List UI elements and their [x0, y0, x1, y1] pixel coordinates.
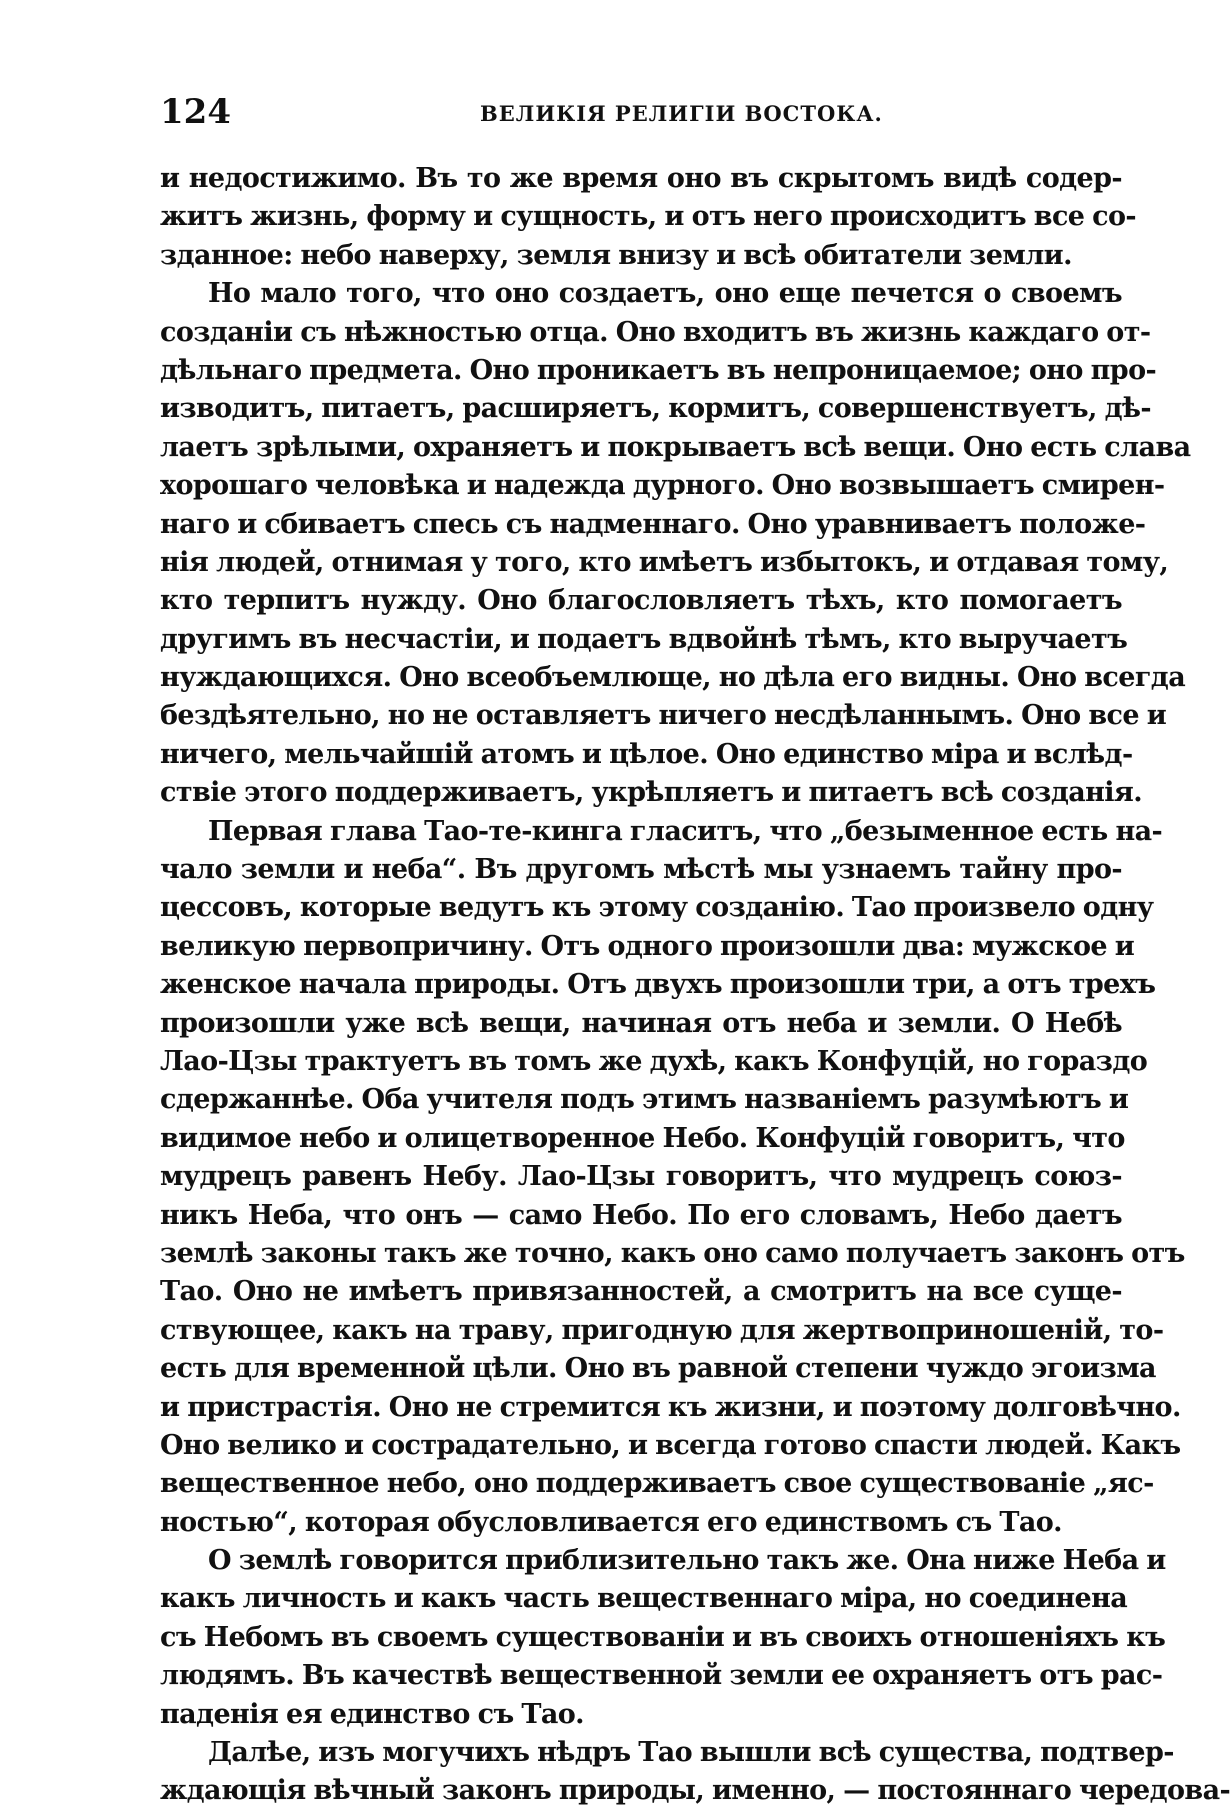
- text-line: ствующее, какъ на траву, пригодную для жертвоприношеній, то-: [160, 1314, 1164, 1346]
- paragraph-first-line: О землѣ говорится приблизительно такъ же. Она ниже Неба и: [208, 1545, 1166, 1577]
- text-line: созданіи съ нѣжностью отца. Оно входитъ въ жизнь каждаго от-: [160, 316, 1151, 348]
- paragraph-first-line: Но мало того, что оно создаетъ, оно еще печется о своемъ: [208, 278, 1122, 310]
- page-header: [160, 92, 1120, 132]
- text-line: хорошаго человѣка и надежда дурного. Оно возвышаетъ смирен-: [160, 470, 1165, 502]
- text-line: нія людей, отнимая у того, кто имѣетъ избытокъ, и отдавая тому,: [160, 546, 1169, 578]
- text-line: нуждающихся. Оно всеобъемлюще, но дѣла его видны. Оно всегда: [160, 662, 1186, 694]
- text-line: ностью“, которая обусловливается его единствомъ съ Тао.: [160, 1506, 1062, 1538]
- text-line: изводитъ, питаетъ, расширяетъ, кормитъ, совершенствуетъ, дѣ-: [160, 393, 1151, 425]
- text-line: кто терпитъ нужду. Оно благословляетъ тѣхъ, кто помогаетъ: [160, 585, 1122, 617]
- text-line: Лао-Цзы трактуетъ въ томъ же духѣ, какъ Конфуцій, но гораздо: [160, 1045, 1148, 1077]
- text-line: чало земли и неба“. Въ другомъ мѣстѣ мы узнаемъ тайну про-: [160, 854, 1122, 886]
- text-line: цессовъ, которые ведутъ къ этому созданію. Тао произвело одну: [160, 892, 1154, 924]
- text-line: ствіе этого поддерживаетъ, укрѣпляетъ и питаетъ всѣ созданія.: [160, 777, 1143, 809]
- text-line: другимъ въ несчастіи, и подаетъ вдвойнѣ тѣмъ, кто выручаетъ: [160, 623, 1128, 655]
- text-line: сдержаннѣе. Оба учителя подъ этимъ названіемъ разумѣютъ и: [160, 1084, 1129, 1116]
- text-line: лаетъ зрѣлыми, охраняетъ и покрываетъ всѣ вещи. Оно есть слава: [160, 431, 1191, 463]
- text-line: паденія ея единство съ Тао.: [160, 1698, 584, 1730]
- text-line: Оно велико и сострадательно, и всегда готово спасти людей. Какъ: [160, 1429, 1181, 1461]
- text-line: съ Небомъ въ своемъ существованіи и въ своихъ отношеніяхъ къ: [160, 1621, 1166, 1653]
- page-number: 124: [160, 92, 231, 132]
- text-line: какъ личность и какъ часть вещественнаго міра, но соединена: [160, 1583, 1128, 1615]
- text-line: произошли уже всѣ вещи, начиная отъ неба и земли. О Небѣ: [160, 1007, 1122, 1039]
- text-line: Тао. Оно не имѣетъ привязанностей, а смотритъ на все суще-: [160, 1276, 1122, 1308]
- paragraph-first-line: Далѣе, изъ могучихъ нѣдръ Тао вышли всѣ существа, подтвер-: [208, 1737, 1174, 1769]
- paragraph-first-line: Первая глава Тао-те-кинга гласитъ, что „безыменное есть на-: [208, 815, 1163, 847]
- text-line: есть для временной цѣли. Оно въ равной степени чуждо эгоизма: [160, 1353, 1156, 1385]
- text-line: и пристрастія. Оно не стремится къ жизни, и поэтому долговѣчно.: [160, 1391, 1181, 1423]
- text-line: мудрецъ равенъ Небу. Лао-Цзы говоритъ, что мудрецъ союз-: [160, 1161, 1122, 1193]
- text-line: и недостижимо. Въ то же время оно въ скрытомъ видѣ содер-: [160, 163, 1122, 194]
- text-line: бездѣятельно, но не оставляетъ ничего несдѣланнымъ. Оно все и: [160, 700, 1167, 732]
- text-line: ждающія вѣчный законъ природы, именно, — постояннаго чередова-: [160, 1775, 1230, 1807]
- text-line: землѣ законы такъ же точно, какъ оно само получаетъ законъ отъ: [160, 1237, 1185, 1269]
- text-line: людямъ. Въ качествѣ вещественной земли ее охраняетъ отъ рас-: [160, 1660, 1163, 1692]
- text-line: дѣльнаго предмета. Оно проникаетъ въ непроницаемое; оно про-: [160, 354, 1157, 386]
- text-line: видимое небо и олицетворенное Небо. Конфуцій говоритъ, что: [160, 1122, 1125, 1154]
- body-text: [160, 160, 1230, 1811]
- text-line: ничего, мельчайшій атомъ и цѣлое. Оно единство міра и вслѣд-: [160, 738, 1133, 770]
- text-line: великую первопричину. Отъ одного произошли два: мужское и: [160, 930, 1135, 962]
- running-title: ВЕЛИКІЯ РЕЛИГІИ ВОСТОКА.: [480, 101, 883, 126]
- text-line: зданное: небо наверху, земля внизу и всѣ обитатели земли.: [160, 239, 1072, 271]
- text-line: наго и сбиваетъ спесь съ надменнаго. Оно уравниваетъ положе-: [160, 508, 1146, 540]
- text-line: женское начала природы. Отъ двухъ произошли три, а отъ трехъ: [160, 969, 1156, 1001]
- text-line: никъ Неба, что онъ — само Небо. По его словамъ, Небо даетъ: [160, 1199, 1122, 1231]
- text-line: вещественное небо, оно поддерживаетъ свое существованіе „яс-: [160, 1468, 1154, 1500]
- text-line: житъ жизнь, форму и сущность, и отъ него происходитъ все со-: [160, 201, 1137, 233]
